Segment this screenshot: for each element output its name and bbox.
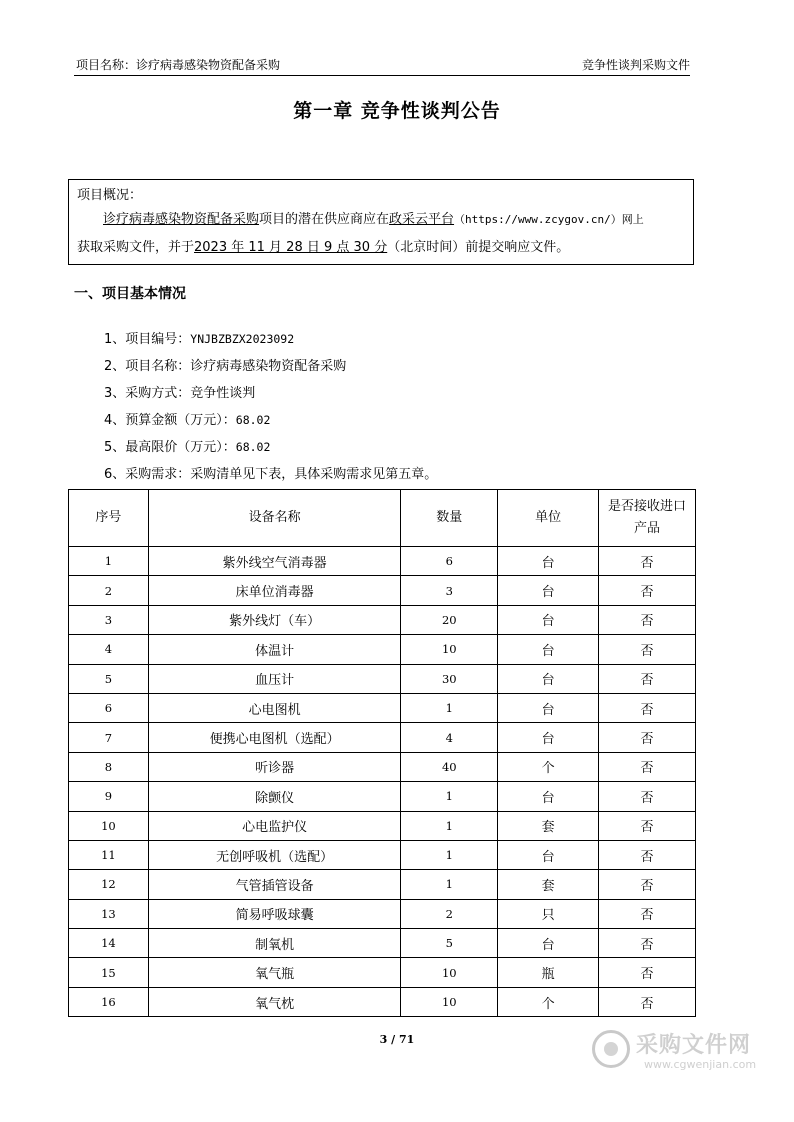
overview-text-1: 项目的潜在供应商应在 <box>259 212 390 227</box>
cell-qty: 1 <box>401 840 498 869</box>
cell-name: 简易呼吸球囊 <box>148 899 401 928</box>
overview-line-1 <box>103 208 644 227</box>
page-header <box>74 56 690 76</box>
cell-name: 听诊器 <box>148 752 401 781</box>
info-value: 68.02 <box>235 440 271 454</box>
overview-line-2 <box>77 236 569 255</box>
col-header-import <box>598 490 695 547</box>
cell-unit: 台 <box>498 547 599 576</box>
info-value: 竞争性谈判 <box>190 386 256 401</box>
cell-name: 血压计 <box>148 664 401 693</box>
cell-import: 否 <box>598 782 695 811</box>
cell-import: 否 <box>598 899 695 928</box>
cell-name: 除颤仪 <box>148 782 401 811</box>
col-header-unit: 单位 <box>498 490 599 547</box>
cell-import: 否 <box>598 723 695 752</box>
cell-qty: 1 <box>401 870 498 899</box>
cell-name: 制氧机 <box>148 929 401 958</box>
info-item <box>104 382 255 401</box>
table-row <box>69 987 696 1016</box>
table-row <box>69 605 696 634</box>
info-value: 采购清单见下表，具体采购需求见第五章。 <box>190 467 438 482</box>
table-row <box>69 899 696 928</box>
cell-unit: 套 <box>498 811 599 840</box>
cell-index: 16 <box>69 987 149 1016</box>
table-row <box>69 870 696 899</box>
cell-qty: 10 <box>401 987 498 1016</box>
cell-import: 否 <box>598 958 695 987</box>
table-row <box>69 811 696 840</box>
cell-qty: 10 <box>401 958 498 987</box>
cell-name: 心电图机 <box>148 693 401 722</box>
cell-name: 便携心电图机（选配） <box>148 723 401 752</box>
cell-qty: 1 <box>401 811 498 840</box>
cell-index: 14 <box>69 929 149 958</box>
cell-index: 10 <box>69 811 149 840</box>
cell-name: 氧气枕 <box>148 987 401 1016</box>
cell-qty: 6 <box>401 547 498 576</box>
procurement-table <box>68 489 696 1017</box>
cell-index: 1 <box>69 547 149 576</box>
info-value: 诊疗病毒感染物资配备采购 <box>190 359 347 374</box>
cell-index: 7 <box>69 723 149 752</box>
cell-import: 否 <box>598 547 695 576</box>
cell-import: 否 <box>598 576 695 605</box>
table-row <box>69 929 696 958</box>
chapter-title: 第一章 竞争性谈判公告 <box>293 100 501 122</box>
col-header-name: 设备名称 <box>148 490 401 547</box>
overview-deadline: 2023 年 11 月 28 日 9 点 30 分 <box>194 240 388 255</box>
overview-text-2: 获取采购文件，并于 <box>77 240 195 255</box>
cell-qty: 1 <box>401 693 498 722</box>
cell-index: 11 <box>69 840 149 869</box>
cell-index: 5 <box>69 664 149 693</box>
col-header-qty: 数量 <box>401 490 498 547</box>
cell-name: 气管插管设备 <box>148 870 401 899</box>
cell-qty: 1 <box>401 782 498 811</box>
info-item <box>104 355 346 374</box>
info-label: 1、项目编号： <box>104 332 191 347</box>
section-heading: 一、项目基本情况 <box>74 286 186 302</box>
cell-name: 心电监护仪 <box>148 811 401 840</box>
cell-import: 否 <box>598 840 695 869</box>
cell-index: 3 <box>69 605 149 634</box>
cell-name: 紫外线灯（车） <box>148 605 401 634</box>
cell-unit: 台 <box>498 840 599 869</box>
info-value: YNJBZBZX2023092 <box>190 332 295 346</box>
cell-index: 12 <box>69 870 149 899</box>
cell-qty: 3 <box>401 576 498 605</box>
cell-name: 紫外线空气消毒器 <box>148 547 401 576</box>
cell-unit: 台 <box>498 576 599 605</box>
overview-platform: 政采云平台 <box>389 212 455 227</box>
cell-unit: 台 <box>498 635 599 664</box>
cell-name: 无创呼吸机（选配） <box>148 840 401 869</box>
table-row <box>69 693 696 722</box>
cell-qty: 2 <box>401 899 498 928</box>
cell-unit: 个 <box>498 987 599 1016</box>
info-item <box>104 436 270 455</box>
cell-unit: 瓶 <box>498 958 599 987</box>
info-label: 6、采购需求： <box>104 467 191 482</box>
cell-index: 8 <box>69 752 149 781</box>
cell-unit: 台 <box>498 605 599 634</box>
cell-unit: 台 <box>498 693 599 722</box>
cell-import: 否 <box>598 870 695 899</box>
watermark-url: www.cgwenjian.com <box>644 1058 757 1071</box>
cell-qty: 10 <box>401 635 498 664</box>
overview-text-3: （北京时间）前提交响应文件。 <box>387 240 570 255</box>
table-row <box>69 576 696 605</box>
header-project-name: 项目名称：诊疗病毒感染物资配备采购 <box>76 58 281 72</box>
cell-import: 否 <box>598 693 695 722</box>
cell-qty: 30 <box>401 664 498 693</box>
cell-name: 床单位消毒器 <box>148 576 401 605</box>
table-row <box>69 664 696 693</box>
cell-qty: 4 <box>401 723 498 752</box>
table-row <box>69 752 696 781</box>
cell-index: 2 <box>69 576 149 605</box>
cell-import: 否 <box>598 635 695 664</box>
table-row <box>69 958 696 987</box>
cell-qty: 5 <box>401 929 498 958</box>
cell-name: 氧气瓶 <box>148 958 401 987</box>
table-row <box>69 782 696 811</box>
cell-index: 6 <box>69 693 149 722</box>
watermark <box>592 1026 762 1076</box>
info-item <box>104 463 437 482</box>
cell-qty: 20 <box>401 605 498 634</box>
table-row <box>69 547 696 576</box>
info-value: 68.02 <box>235 413 271 427</box>
info-item <box>104 328 294 347</box>
cell-unit: 台 <box>498 929 599 958</box>
info-label: 5、最高限价（万元）： <box>104 440 236 455</box>
info-item <box>104 409 270 428</box>
project-overview-box <box>68 179 694 265</box>
overview-label: 项目概况： <box>77 188 143 203</box>
page-number: 3 / 71 <box>379 1033 415 1046</box>
cell-index: 13 <box>69 899 149 928</box>
table-row <box>69 840 696 869</box>
info-label: 4、预算金额（万元）： <box>104 413 236 428</box>
cell-qty: 40 <box>401 752 498 781</box>
cell-import: 否 <box>598 929 695 958</box>
cell-unit: 个 <box>498 752 599 781</box>
watermark-logo-icon <box>592 1030 630 1068</box>
cell-index: 4 <box>69 635 149 664</box>
cell-unit: 台 <box>498 723 599 752</box>
info-label: 2、项目名称： <box>104 359 191 374</box>
cell-unit: 台 <box>498 782 599 811</box>
col-header-import-text: 是否接收进口产品 <box>607 499 686 536</box>
overview-project-name: 诊疗病毒感染物资配备采购 <box>103 212 260 227</box>
cell-import: 否 <box>598 605 695 634</box>
header-doc-type: 竞争性谈判采购文件 <box>581 58 690 72</box>
cell-import: 否 <box>598 987 695 1016</box>
info-label: 3、采购方式： <box>104 386 191 401</box>
cell-index: 15 <box>69 958 149 987</box>
cell-import: 否 <box>598 811 695 840</box>
table-row <box>69 723 696 752</box>
cell-unit: 只 <box>498 899 599 928</box>
cell-unit: 台 <box>498 664 599 693</box>
overview-url: （https://www.zcygov.cn/）网上 <box>454 213 644 226</box>
cell-import: 否 <box>598 752 695 781</box>
watermark-text: 采购文件网 <box>636 1033 752 1058</box>
table-header-row <box>69 490 696 547</box>
cell-index: 9 <box>69 782 149 811</box>
cell-unit: 套 <box>498 870 599 899</box>
table-row <box>69 635 696 664</box>
cell-import: 否 <box>598 664 695 693</box>
cell-name: 体温计 <box>148 635 401 664</box>
col-header-index: 序号 <box>69 490 149 547</box>
